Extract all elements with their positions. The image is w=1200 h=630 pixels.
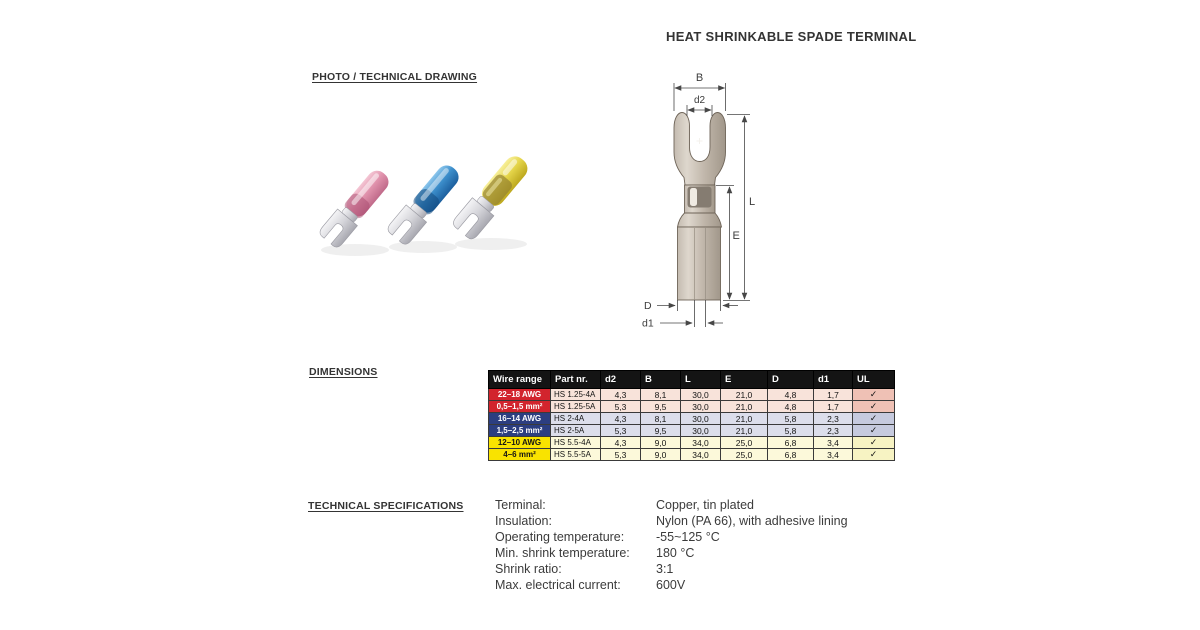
column-header-wire-range: Wire range xyxy=(489,371,551,389)
cell-d: 6,8 xyxy=(768,437,814,449)
cell-d: 4,8 xyxy=(768,401,814,413)
blue-terminal xyxy=(386,160,465,247)
table-row xyxy=(489,425,895,437)
cell-part-nr-: HS 2-4A xyxy=(551,413,601,425)
spec-label: Terminal: xyxy=(495,498,546,512)
technical-drawing xyxy=(630,55,800,340)
table-row xyxy=(489,413,895,425)
spec-value: 600V xyxy=(656,578,686,592)
dim-label-B: B xyxy=(695,72,704,84)
cell-e: 21,0 xyxy=(721,389,768,401)
column-header-d2: d2 xyxy=(601,371,641,389)
cell-ul: ✓ xyxy=(853,449,895,461)
cell-l: 30,0 xyxy=(681,425,721,437)
column-header-d1: d1 xyxy=(814,371,853,389)
column-header-e: E xyxy=(721,371,768,389)
spec-row xyxy=(495,561,848,577)
terminal-shadow xyxy=(455,238,527,250)
drawing-flare xyxy=(678,213,722,227)
column-header-ul: UL xyxy=(853,371,895,389)
table-header-row xyxy=(489,371,895,389)
cell-d2: 4,3 xyxy=(601,437,641,449)
spec-value: Copper, tin plated xyxy=(656,498,754,512)
product-photo xyxy=(315,150,530,270)
column-header-part-nr-: Part nr. xyxy=(551,371,601,389)
cell-ul: ✓ xyxy=(853,389,895,401)
cell-d: 5,8 xyxy=(768,413,814,425)
drawing-center-mark xyxy=(697,138,703,144)
dim-label-D: D xyxy=(644,300,652,312)
yellow-terminal xyxy=(451,151,530,242)
cell-l: 30,0 xyxy=(681,401,721,413)
drawing-barrel xyxy=(678,227,721,300)
cell-e: 21,0 xyxy=(721,425,768,437)
cell-part-nr-: HS 1.25-5A xyxy=(551,401,601,413)
spec-row xyxy=(495,529,848,545)
spec-value: Nylon (PA 66), with adhesive lining xyxy=(656,514,848,528)
cell-ul: ✓ xyxy=(853,401,895,413)
spec-row xyxy=(495,577,848,593)
cell-part-nr-: HS 5.5-5A xyxy=(551,449,601,461)
cell-b: 9,0 xyxy=(641,437,681,449)
cell-part-nr-: HS 5.5-4A xyxy=(551,437,601,449)
dim-label-d2: d2 xyxy=(693,95,706,106)
cell-b: 9,5 xyxy=(641,425,681,437)
technical-specifications-list xyxy=(495,497,848,593)
cell-l: 34,0 xyxy=(681,449,721,461)
column-header-b: B xyxy=(641,371,681,389)
cell-d2: 4,3 xyxy=(601,413,641,425)
dim-label-E: E xyxy=(732,230,740,242)
column-header-d: D xyxy=(768,371,814,389)
dim-label-d1: d1 xyxy=(642,317,654,330)
dim-label-L: L xyxy=(749,196,756,208)
cell-b: 9,5 xyxy=(641,401,681,413)
cell-d1: 3,4 xyxy=(814,449,853,461)
section-label-photo-technical-drawing: PHOTO / TECHNICAL DRAWING xyxy=(312,71,478,83)
drawing-sleeve-highlight xyxy=(690,188,697,206)
spec-label: Operating temperature: xyxy=(495,530,625,544)
spec-row xyxy=(495,545,848,561)
spec-label: Max. electrical current: xyxy=(495,578,621,592)
cell-l: 30,0 xyxy=(681,413,721,425)
cell-ul: ✓ xyxy=(853,413,895,425)
column-header-l: L xyxy=(681,371,721,389)
dimensions-table xyxy=(488,370,895,461)
page-title: HEAT SHRINKABLE SPADE TERMINAL xyxy=(666,29,917,44)
cell-d2: 5,3 xyxy=(601,425,641,437)
cell-d2: 5,3 xyxy=(601,449,641,461)
cell-d2: 4,3 xyxy=(601,389,641,401)
dimensions-table-body xyxy=(489,389,895,461)
cell-b: 8,1 xyxy=(641,389,681,401)
pink-terminal xyxy=(318,165,394,249)
cell-b: 9,0 xyxy=(641,449,681,461)
cell-d: 6,8 xyxy=(768,449,814,461)
table-row xyxy=(489,437,895,449)
terminal-shadow xyxy=(321,244,389,256)
cell-wire-range: 0,5–1,5 mm² xyxy=(489,401,551,413)
cell-l: 34,0 xyxy=(681,437,721,449)
section-label-technical-specifications: TECHNICAL SPECIFICATIONS xyxy=(308,500,464,512)
cell-e: 21,0 xyxy=(721,413,768,425)
cell-wire-range: 22–18 AWG xyxy=(489,389,551,401)
terminal-shadow xyxy=(389,241,457,253)
cell-e: 25,0 xyxy=(721,437,768,449)
cell-d: 4,8 xyxy=(768,389,814,401)
cell-d: 5,8 xyxy=(768,425,814,437)
spec-label: Insulation: xyxy=(495,514,552,528)
spec-value: -55~125 °C xyxy=(656,530,720,544)
cell-e: 25,0 xyxy=(721,449,768,461)
drawing-fork-body xyxy=(674,113,726,186)
cell-wire-range: 12–10 AWG xyxy=(489,437,551,449)
cell-ul: ✓ xyxy=(853,437,895,449)
cell-wire-range: 1,5–2,5 mm² xyxy=(489,425,551,437)
spec-value: 180 °C xyxy=(656,546,695,560)
spec-label: Min. shrink temperature: xyxy=(495,546,630,560)
table-row xyxy=(489,449,895,461)
cell-part-nr-: HS 2-5A xyxy=(551,425,601,437)
cell-e: 21,0 xyxy=(721,401,768,413)
cell-d1: 1,7 xyxy=(814,389,853,401)
cell-l: 30,0 xyxy=(681,389,721,401)
spec-row xyxy=(495,497,848,513)
spec-row xyxy=(495,513,848,529)
spec-label: Shrink ratio: xyxy=(495,562,562,576)
cell-wire-range: 4–6 mm² xyxy=(489,449,551,461)
cell-ul: ✓ xyxy=(853,425,895,437)
cell-d1: 1,7 xyxy=(814,401,853,413)
table-row xyxy=(489,401,895,413)
cell-d1: 2,3 xyxy=(814,425,853,437)
cell-part-nr-: HS 1.25-4A xyxy=(551,389,601,401)
cell-b: 8,1 xyxy=(641,413,681,425)
cell-d1: 2,3 xyxy=(814,413,853,425)
table-row xyxy=(489,389,895,401)
spec-value: 3:1 xyxy=(656,562,674,576)
cell-d1: 3,4 xyxy=(814,437,853,449)
section-label-dimensions: DIMENSIONS xyxy=(309,366,378,378)
cell-wire-range: 16–14 AWG xyxy=(489,413,551,425)
cell-d2: 5,3 xyxy=(601,401,641,413)
